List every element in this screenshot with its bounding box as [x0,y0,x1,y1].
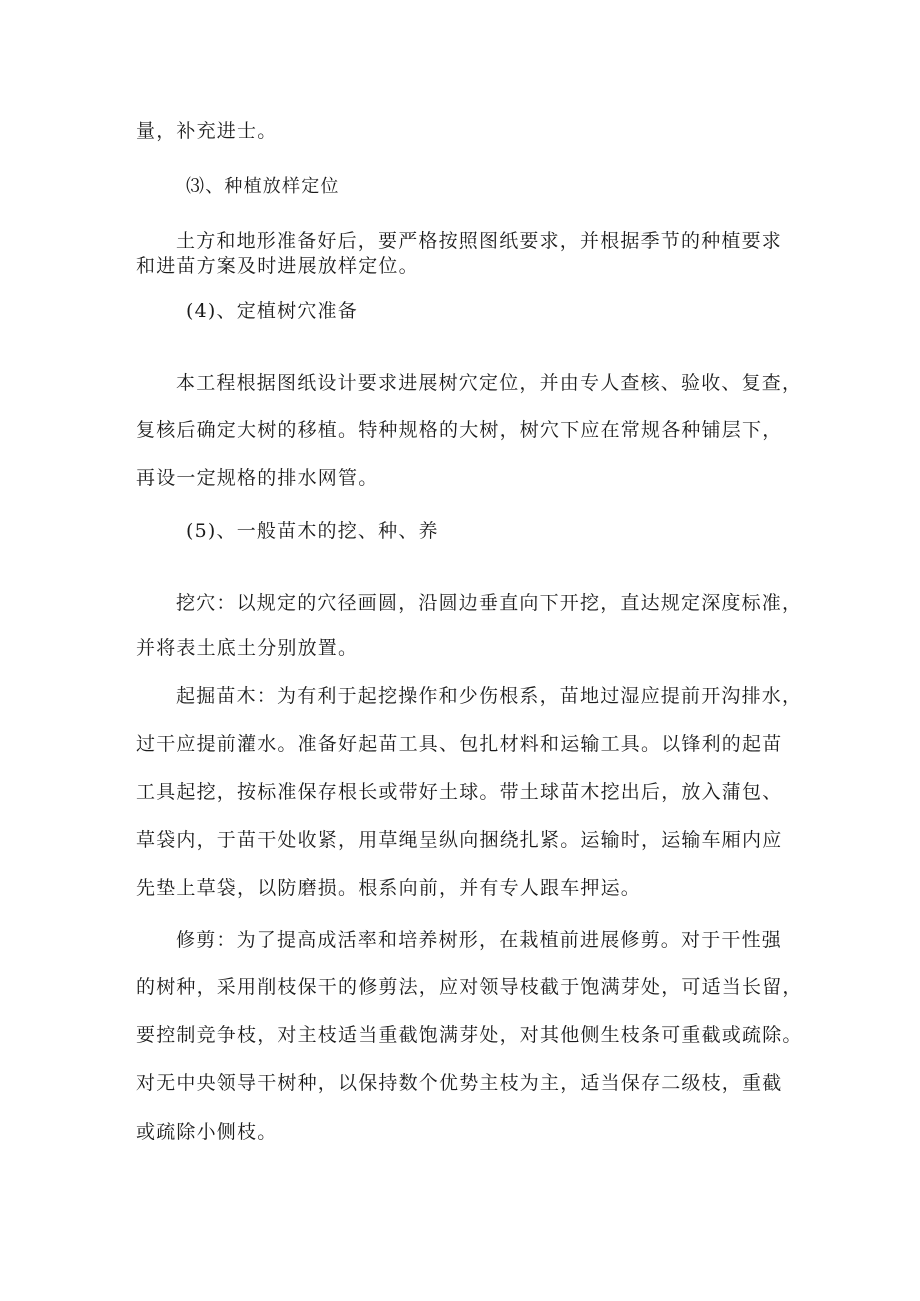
section-heading-4: (4)、定植树穴准备 [186,300,358,322]
paragraph-line: 起掘苗木：为有利于起挖操作和少伤根系，苗地过湿应提前开沟排水， [176,685,803,707]
paragraph-line: 并将表土底土分别放置。 [136,637,359,659]
paragraph-line: 土方和地形准备好后，要严格按照图纸要求，并根据季节的种植要求 [176,230,783,252]
paragraph-line: 或疏除小侧枝。 [136,1121,278,1143]
paragraph-line: 过干应提前灌水。准备好起苗工具、包扎材料和运输工具。以锋利的起苗 [136,733,783,755]
paragraph-line: 的树种，采用削枝保干的修剪法，应对领导枝截于饱满芽处，可适当长留， [136,976,803,998]
paragraph-line: 本工程根据图纸设计要求进展树穴定位，并由专人查核、验收、复查， [176,372,803,394]
section-heading-3: ⑶、种植放样定位 [186,176,340,197]
paragraph-line: 草袋内，于苗干处收紧，用草绳呈纵向捆绕扎紧。运输时，运输车厢内应 [136,829,783,851]
paragraph-line: 复核后确定大树的移植。特种规格的大树，树穴下应在常规各种铺层下， [136,419,783,441]
section-heading-5: (5)、一般苗木的挖、种、养 [186,520,439,542]
paragraph-line: 工具起挖，按标准保存根长或带好土球。带土球苗木挖出后，放入蒲包、 [136,781,783,803]
paragraph-line: 再设一定规格的排水网管。 [136,467,379,489]
paragraph-line: 先垫上草袋，以防磨损。根系向前，并有专人跟车押运。 [136,877,642,899]
paragraph-line: 对无中央领导干树种，以保持数个优势主枝为主，适当保存二级枝，重截 [136,1072,783,1094]
paragraph-line: 量，补充进士。 [136,120,278,142]
paragraph-line: 要控制竞争枝，对主枝适当重截饱满芽处，对其他侧生枝条可重截或疏除。 [136,1024,803,1046]
paragraph-line: 和进苗方案及时进展放样定位。 [136,255,419,277]
paragraph-line: 挖穴：以规定的穴径画圆，沿圆边垂直向下开挖，直达规定深度标准， [176,592,803,614]
paragraph-line: 修剪：为了提高成活率和培养树形，在栽植前进展修剪。对于干性强 [176,929,783,951]
